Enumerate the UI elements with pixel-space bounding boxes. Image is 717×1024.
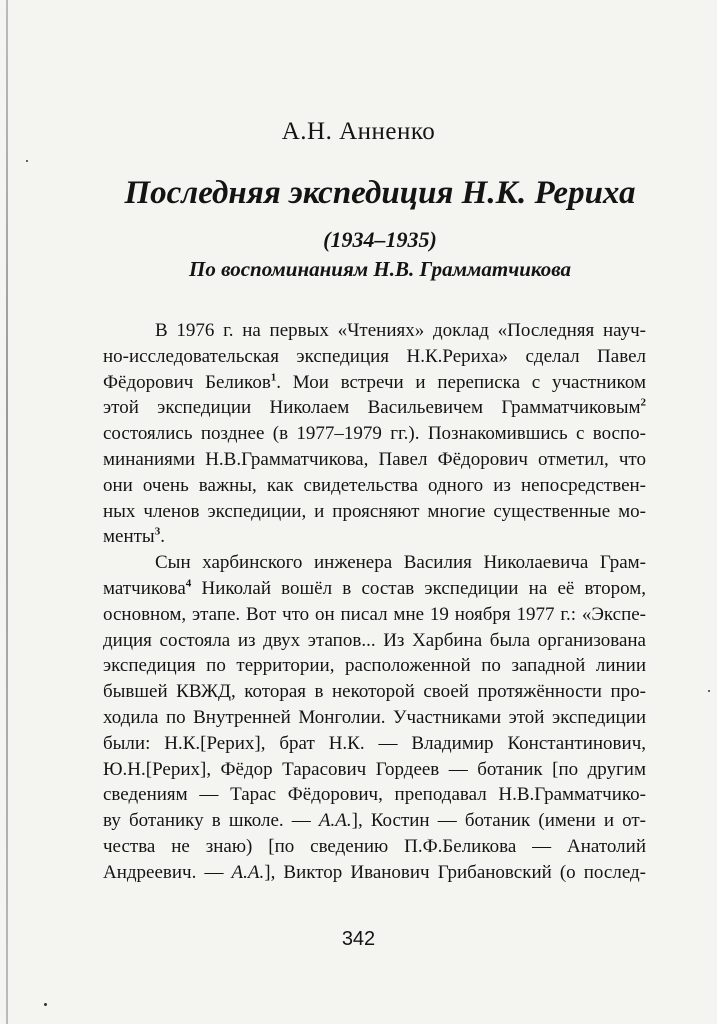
text-line: диция состояла из двух этапов... Из Харбина была организована [103,629,646,651]
text-line: ву ботанику в школе. — А.А.], Костин — ботаник (имени и от- [103,810,646,832]
footnote-ref: 3 [154,526,161,539]
text-line: чества не знаю) [по сведению П.Ф.Беликова — Анатолий [103,835,646,857]
text-line: Ю.Н.[Рерих], Фёдор Тарасович Гордеев — ботаник [по другим [103,758,646,780]
text-line: ных членов экспедиции, и проясняют многие существенные мо- [103,500,646,522]
text-line: экспедиция по территории, расположенной по западной линии [103,655,646,677]
text-line: В 1976 г. на первых «Чтениях» доклад «Последняя науч- [155,320,646,341]
article-title: Последняя экспедиция Н.К. Рериха [124,175,636,211]
text-line: матчикова$^4$ Николай вошёл в состав экспедиции на её втором, [103,577,646,599]
text-line: были: Н.К.[Рерих], брат Н.К. — Владимир Константинович, [103,732,646,754]
text-line: они очень важны, как свидетельства одного из непосредствен- [103,474,646,496]
paragraph-2 [103,550,646,885]
footnote-ref: 2 [640,397,646,410]
editor-initials: А.А. [231,861,265,883]
editor-initials: А.А. [318,810,352,832]
text-line: основном, этапе. Вот что он писал мне 19 ноября 1977 г.: «Экспе- [103,603,646,625]
page-edge [6,0,8,1024]
author-name: А.Н. Анненко [281,118,436,145]
scan-speck [26,160,28,162]
text-line: менты$^3$. [103,526,165,548]
footnote-ref: 1 [270,371,277,384]
scan-speck [708,690,710,692]
text-line: минаниями Н.В.Грамматчикова, Павел Фёдорович отметил, что [103,448,646,470]
article-years: (1934–1935) [323,227,437,252]
text-line: ходила по Внутренней Монголии. Участниками этой экспедиции [103,706,646,728]
text-line: Фёдорович Беликов$^1$. Мои встречи и переписка с участником [103,371,646,393]
text-line: Сын харбинского инженера Василия Николаевича Грам- [155,552,646,574]
text-line: но-исследовательская экспедиция Н.К.Рериха» сделал Павел [103,345,646,367]
text-line: сведениям — Тарас Фёдорович, преподавал Н.В.Грамматчико- [103,784,646,806]
text-line: этой экспедиции Николаем Васильевичем Грамматчиковым$^2$ [103,397,646,419]
page-number: 342 [341,928,376,950]
body-text [103,318,646,886]
scan-speck [44,1003,47,1006]
footnote-ref: 4 [185,577,192,590]
text-line: бывшей КВЖД, которая в некоторой своей протяжённости про- [103,681,646,703]
paragraph-1 [103,318,646,550]
text-line: состоялись позднее (в 1977–1979 гг.). Познакомившись с воспо- [103,423,646,445]
text-line: Андреевич. — А.А.], Виктор Иванович Грибановский (о послед- [103,861,646,883]
article-subtitle: По воспоминаниям Н.В. Грамматчикова [189,257,571,281]
